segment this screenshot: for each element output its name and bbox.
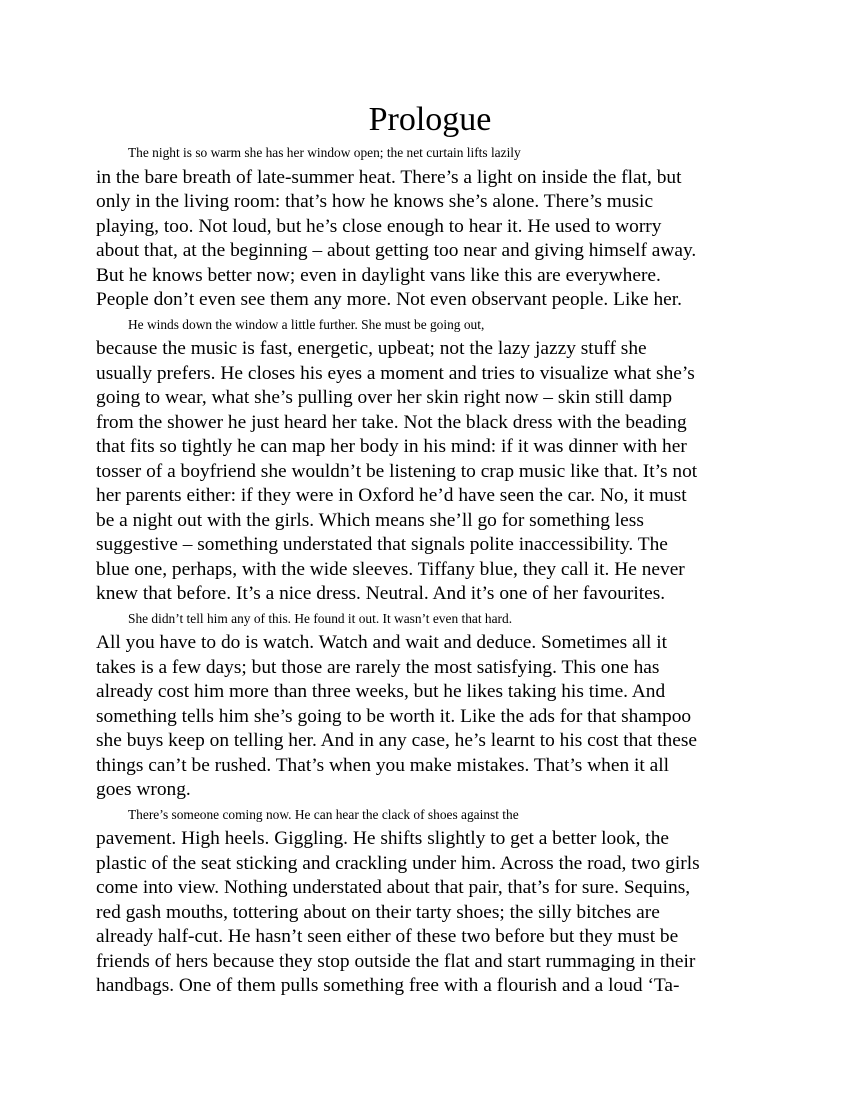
text-line: red gash mouths, tottering about on their tarty shoes; the silly bitches are [96, 901, 660, 923]
text-line: already half-cut. He hasn’t seen either of these two before but they must be [96, 926, 679, 947]
text-line: He winds down the window a little further. She must be going out, [128, 316, 485, 332]
text-line: All you have to do is watch. Watch and wait and deduce. Sometimes all it [96, 632, 668, 653]
text-line: playing, too. Not loud, but he’s close enough to hear it. He used to worry [96, 215, 662, 237]
text-line: that fits so tightly he can map her body in his mind: if it was dinner with her [96, 436, 687, 457]
chapter-title: Prologue [368, 101, 492, 138]
text-line: be a night out with the girls. Which means she’ll go for something less [96, 509, 644, 531]
text-line: from the shower he just heard her take. Not the black dress with the beading [96, 411, 687, 433]
paragraph-1 [96, 141, 764, 313]
text-line: going to wear, what she’s pulling over her skin right now – skin still damp [96, 387, 673, 408]
text-line: come into view. Nothing understated about that pair, that’s for sure. Sequins, [96, 877, 691, 898]
text-line: suggestive – something understated that signals polite inaccessibility. The [96, 534, 668, 555]
text-line: in the bare breath of late-summer heat. There’s a light on inside the flat, but [96, 166, 682, 188]
text-line: People don’t even see them any more. Not even observant people. Like her. [96, 289, 683, 310]
text-line: blue one, perhaps, with the wide sleeves. Tiffany blue, they call it. He never [96, 558, 685, 580]
text-line: friends of hers because they stop outside the flat and start rummaging in their [96, 950, 696, 972]
text-line: something tells him she’s going to be worth it. Like the ads for that shampoo [96, 705, 692, 727]
text-line: because the music is fast, energetic, upbeat; not the lazy jazzy stuff she [96, 338, 647, 359]
text-line: handbags. One of them pulls something free with a flourish and a loud ‘Ta- [96, 975, 680, 996]
text-line: There’s someone coming now. He can hear the clack of shoes against the [128, 806, 519, 822]
document-body [96, 100, 764, 999]
text-line: But he knows better now; even in daylight vans like this are everywhere. [96, 264, 661, 286]
text-line: already cost him more than three weeks, but he likes taking his time. And [96, 681, 666, 702]
text-line: only in the living room: that’s how he knows she’s alone. There’s music [96, 191, 654, 212]
text-line: tosser of a boyfriend she wouldn’t be listening to crap music like that. It’s not [96, 460, 698, 482]
text-line: usually prefers. He closes his eyes a moment and tries to visualize what she’s [96, 362, 695, 384]
text-line: her parents either: if they were in Oxford he’d have seen the car. No, it must [96, 485, 687, 506]
text-line: takes is a few days; but those are rarely the most satisfying. This one has [96, 656, 660, 678]
paragraph-4 [96, 803, 764, 999]
text-line: She didn’t tell him any of this. He found it out. It wasn’t even that hard. [128, 610, 513, 626]
text-line: plastic of the seat sticking and crackling under him. Across the road, two girls [96, 852, 700, 874]
text-line: knew that before. It’s a nice dress. Neutral. And it’s one of her favourites. [96, 583, 666, 604]
text-line: she buys keep on telling her. And in any case, he’s learnt to his cost that these [96, 730, 697, 751]
text-line: The night is so warm she has her window open; the net curtain lifts lazily [128, 145, 521, 160]
text-line: goes wrong. [96, 779, 191, 800]
text-line: about that, at the beginning – about getting too near and giving himself away. [96, 240, 697, 261]
text-line: pavement. High heels. Giggling. He shifts slightly to get a better look, the [96, 828, 669, 849]
paragraph-3 [96, 607, 764, 803]
paragraph-2 [96, 313, 764, 607]
text-line: things can’t be rushed. That’s when you make mistakes. That’s when it all [96, 754, 669, 776]
